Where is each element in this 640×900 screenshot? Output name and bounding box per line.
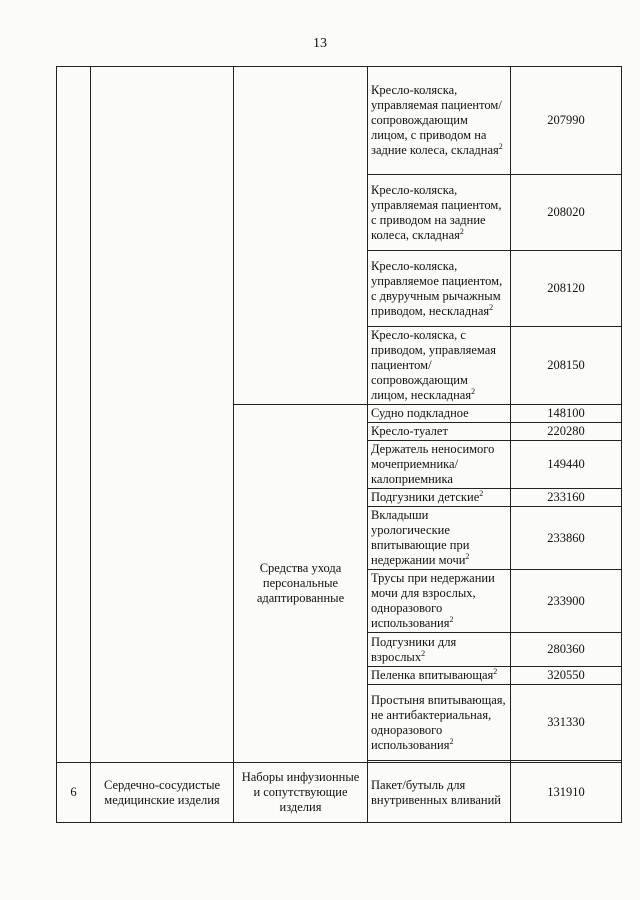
item-name: Кресло-туалет <box>368 423 511 441</box>
item-code: 208150 <box>511 327 622 405</box>
item-name: Кресло-коляска, управляемое пациентом, с двуручным рычажным приводом, нескладная$^2$ <box>368 251 511 327</box>
item-name: Кресло-коляска, управляемая пациентом, с приводом на задние колеса, складная$^2$ <box>368 175 511 251</box>
item-code: 131910 <box>511 763 622 823</box>
item-name: Кресло-коляска, с приводом, управляемая пациентом/ сопровождающим лицом, нескладная$^2$ <box>368 327 511 405</box>
item-name: Судно подкладное <box>368 405 511 423</box>
item-code: 233900 <box>511 570 622 633</box>
page-number: 13 <box>313 36 327 51</box>
item-code: 220280 <box>511 423 622 441</box>
item-code: 148100 <box>511 405 622 423</box>
row-number-cell <box>57 67 91 763</box>
row-number: 6 <box>57 763 91 823</box>
item-code: 208120 <box>511 251 622 327</box>
item-code: 280360 <box>511 633 622 667</box>
medical-devices-table <box>56 66 622 823</box>
group-name-cell <box>91 67 234 763</box>
item-code: 207990 <box>511 67 622 175</box>
type-name: Наборы инфузионные и сопутствующие изделия <box>234 763 368 823</box>
care-type-cell: Средства ухода персональные адаптированные <box>234 405 368 763</box>
item-code: 149440 <box>511 441 622 489</box>
item-name: Подгузники детские$^2$ <box>368 489 511 507</box>
table-row <box>57 763 622 823</box>
item-name: Вкладыши урологические впитывающие при недержании мочи$^2$ <box>368 507 511 570</box>
item-name: Кресло-коляска, управляемая пациентом/ сопровождающим лицом, с приводом на задние колеса, складная$^2$ <box>368 67 511 175</box>
type-name-cell <box>234 67 368 405</box>
group-name: Сердечно-сосудистые медицинские изделия <box>91 763 234 823</box>
item-name: Трусы при недержании мочи для взрослых, одноразового использования$^2$ <box>368 570 511 633</box>
item-code: 208020 <box>511 175 622 251</box>
table-row <box>57 67 622 175</box>
item-code: 233160 <box>511 489 622 507</box>
item-name: Пеленка впитывающая$^2$ <box>368 667 511 685</box>
item-name: Держатель неносимого мочеприемника/ калоприемника <box>368 441 511 489</box>
item-name: Подгузники для взрослых$^2$ <box>368 633 511 667</box>
item-code: 320550 <box>511 667 622 685</box>
item-code: 233860 <box>511 507 622 570</box>
item-code: 331330 <box>511 685 622 761</box>
item-name: Простыня впитывающая, не антибактериальная, одноразового использования$^2$ <box>368 685 511 761</box>
item-name: Пакет/бутыль для внутривенных вливаний <box>368 763 511 823</box>
